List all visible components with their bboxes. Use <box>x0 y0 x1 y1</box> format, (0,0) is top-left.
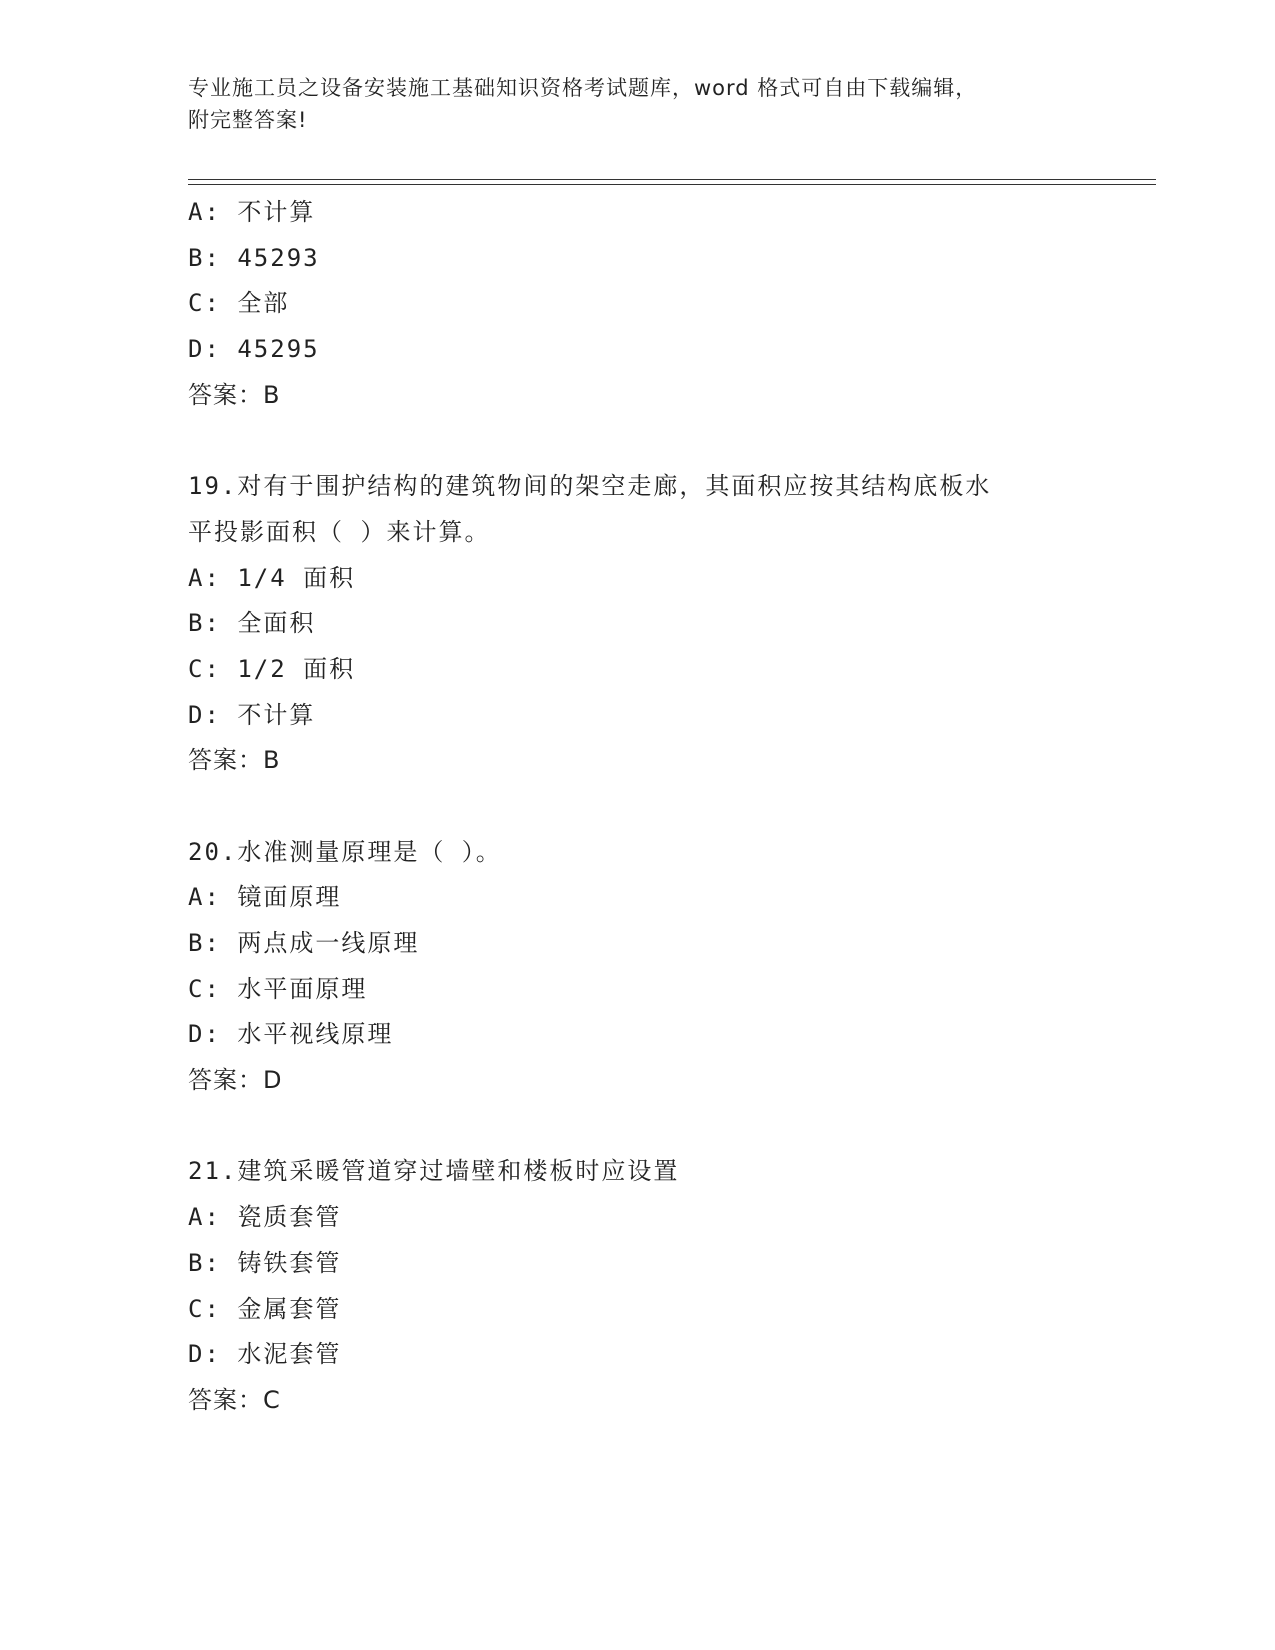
option-b: B: 两点成一线原理 <box>188 929 420 957</box>
option-d: D: 水平视线原理 <box>188 1020 394 1049</box>
header-line-1: 专业施工员之设备安装施工基础知识资格考试题库，word 格式可自由下载编辑， <box>188 76 978 100</box>
option-b: B: 铸铁套管 <box>188 1248 342 1277</box>
option-a: A: 1/4 面积 <box>188 563 356 592</box>
header-divider-top <box>188 179 1156 180</box>
option-d: D: 水泥套管 <box>188 1340 342 1369</box>
option-d: D: 不计算 <box>188 700 316 729</box>
option-a: A: 镜面原理 <box>188 883 342 912</box>
answer: 答案：B <box>188 746 281 775</box>
question-18 <box>188 190 1088 418</box>
header-divider-bottom <box>188 184 1156 185</box>
option-c: C: 1/2 面积 <box>188 654 356 683</box>
option-b: B: 45293 <box>188 243 320 272</box>
question-21 <box>188 1149 1088 1423</box>
question-list <box>188 190 1088 1424</box>
header-line-2: 附完整答案! <box>188 108 308 132</box>
option-b: B: 全面积 <box>188 609 316 638</box>
answer: 答案：D <box>188 1066 283 1095</box>
question-text: 21.建筑采暖管道穿过墙壁和楼板时应设置 <box>188 1157 680 1186</box>
question-20 <box>188 830 1088 1104</box>
option-c: C: 全部 <box>188 289 290 318</box>
question-text-cont: 平投影面积（ ）来计算。 <box>188 517 491 546</box>
option-c: C: 金属套管 <box>188 1294 342 1323</box>
page-header <box>188 72 1068 136</box>
question-text: 20.水准测量原理是（ ）。 <box>188 837 502 866</box>
answer: 答案：C <box>188 1385 281 1414</box>
option-a: A: 不计算 <box>188 198 316 226</box>
option-d: D: 45295 <box>188 335 320 364</box>
answer: 答案：B <box>188 380 281 409</box>
question-19 <box>188 464 1088 784</box>
question-text: 19.对有于围护结构的建筑物间的架空走廊，其面积应按其结构底板水 <box>188 472 992 501</box>
option-a: A: 瓷质套管 <box>188 1203 342 1232</box>
option-c: C: 水平面原理 <box>188 974 368 1003</box>
